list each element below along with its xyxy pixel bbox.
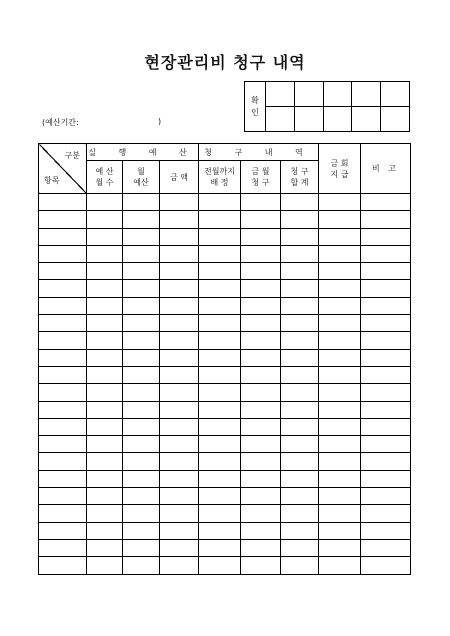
table-cell[interactable] [199, 470, 241, 487]
table-cell[interactable] [241, 505, 281, 522]
table-cell[interactable] [87, 280, 123, 297]
table-cell[interactable] [319, 315, 361, 332]
table-cell[interactable] [123, 505, 160, 522]
table-cell[interactable] [39, 505, 87, 522]
table-cell[interactable] [123, 315, 160, 332]
table-cell[interactable] [87, 539, 123, 556]
table-cell[interactable] [123, 366, 160, 383]
table-cell[interactable] [319, 505, 361, 522]
confirm-cell[interactable] [381, 107, 410, 132]
table-cell[interactable] [241, 332, 281, 349]
table-cell[interactable] [123, 332, 160, 349]
table-cell[interactable] [281, 453, 319, 470]
confirm-cell[interactable] [323, 107, 352, 132]
table-cell[interactable] [281, 366, 319, 383]
table-cell[interactable] [39, 194, 87, 211]
table-cell[interactable] [361, 505, 411, 522]
table-cell[interactable] [241, 228, 281, 245]
table-cell[interactable] [87, 245, 123, 262]
table-cell[interactable] [123, 194, 160, 211]
header-budget-months [87, 161, 123, 194]
table-cell[interactable] [199, 488, 241, 505]
table-row [39, 557, 411, 574]
table-cell[interactable] [361, 557, 411, 574]
table-cell[interactable] [123, 384, 160, 401]
table-row [39, 315, 411, 332]
header-this-month [241, 161, 281, 194]
table-cell[interactable] [160, 384, 199, 401]
table-cell[interactable] [123, 401, 160, 418]
header-monthly-budget [123, 161, 160, 194]
table-cell[interactable] [361, 263, 411, 280]
header-claim-details: 청 구 내 역 [199, 144, 319, 161]
table-cell[interactable] [160, 315, 199, 332]
table-cell[interactable] [160, 194, 199, 211]
table-cell[interactable] [123, 436, 160, 453]
confirm-cell[interactable] [294, 107, 323, 132]
table-cell[interactable] [281, 418, 319, 435]
table-cell[interactable] [87, 488, 123, 505]
table-cell[interactable] [361, 539, 411, 556]
header-claim-total-l1: 청 구 [290, 167, 309, 176]
table-cell[interactable] [39, 332, 87, 349]
table-cell[interactable] [160, 453, 199, 470]
table-cell[interactable] [123, 349, 160, 366]
table-cell[interactable] [87, 194, 123, 211]
header-this-month-l1: 금 월 [251, 167, 270, 176]
table-cell[interactable] [160, 539, 199, 556]
header-diagonal-cell [39, 144, 87, 194]
table-cell[interactable] [361, 418, 411, 435]
table-row [39, 505, 411, 522]
table-cell[interactable] [87, 418, 123, 435]
table-row [39, 366, 411, 383]
table-cell[interactable] [319, 488, 361, 505]
table-cell[interactable] [160, 505, 199, 522]
table-cell[interactable] [361, 453, 411, 470]
table-cell[interactable] [87, 557, 123, 574]
table-cell[interactable] [281, 401, 319, 418]
table-cell[interactable] [39, 280, 87, 297]
table-cell[interactable] [199, 384, 241, 401]
table-cell[interactable] [160, 401, 199, 418]
table-cell[interactable] [199, 263, 241, 280]
table-cell[interactable] [39, 539, 87, 556]
table-cell[interactable] [241, 280, 281, 297]
table-cell[interactable] [281, 280, 319, 297]
table-cell[interactable] [123, 263, 160, 280]
table-cell[interactable] [199, 505, 241, 522]
table-cell[interactable] [87, 401, 123, 418]
table-cell[interactable] [199, 453, 241, 470]
table-cell[interactable] [160, 297, 199, 314]
table-cell[interactable] [123, 470, 160, 487]
table-cell[interactable] [123, 418, 160, 435]
table-cell[interactable] [281, 505, 319, 522]
table-cell[interactable] [281, 349, 319, 366]
table-cell[interactable] [281, 211, 319, 228]
budget-period-close: ) [158, 117, 162, 126]
table-cell[interactable] [39, 297, 87, 314]
table-cell[interactable] [281, 470, 319, 487]
table-cell[interactable] [319, 280, 361, 297]
table-cell[interactable] [241, 418, 281, 435]
table-row [39, 418, 411, 435]
table-cell[interactable] [241, 263, 281, 280]
table-cell[interactable] [123, 488, 160, 505]
table-cell[interactable] [87, 297, 123, 314]
table-row [39, 297, 411, 314]
header-category: 구분 [64, 151, 80, 160]
table-cell[interactable] [199, 436, 241, 453]
confirm-cell[interactable] [352, 82, 381, 107]
confirm-cell[interactable] [294, 82, 323, 107]
table-cell[interactable] [281, 194, 319, 211]
table-cell[interactable] [281, 297, 319, 314]
table-cell[interactable] [199, 522, 241, 539]
table-cell[interactable] [319, 522, 361, 539]
table-cell[interactable] [319, 332, 361, 349]
table-cell[interactable] [39, 245, 87, 262]
table-row [39, 522, 411, 539]
table-cell[interactable] [361, 297, 411, 314]
table-cell[interactable] [199, 401, 241, 418]
table-cell[interactable] [361, 280, 411, 297]
table-row [39, 384, 411, 401]
header-payment [319, 144, 361, 194]
table-cell[interactable] [319, 211, 361, 228]
table-cell[interactable] [123, 211, 160, 228]
table-cell[interactable] [39, 366, 87, 383]
confirm-label-bottom: 인 [251, 107, 259, 117]
table-cell[interactable] [39, 470, 87, 487]
table-cell[interactable] [87, 453, 123, 470]
budget-period [42, 117, 162, 128]
table-cell[interactable] [87, 505, 123, 522]
table-cell[interactable] [319, 297, 361, 314]
table-cell[interactable] [160, 228, 199, 245]
table-cell[interactable] [87, 211, 123, 228]
table-cell[interactable] [281, 557, 319, 574]
table-cell[interactable] [87, 384, 123, 401]
header-payment-l2: 지 급 [330, 169, 349, 179]
confirm-cell[interactable] [323, 82, 352, 107]
table-cell[interactable] [319, 194, 361, 211]
table-cell[interactable] [319, 453, 361, 470]
table-cell[interactable] [123, 228, 160, 245]
table-cell[interactable] [39, 557, 87, 574]
table-cell[interactable] [241, 453, 281, 470]
table-cell[interactable] [241, 401, 281, 418]
table-cell[interactable] [160, 522, 199, 539]
table-cell[interactable] [281, 436, 319, 453]
table-row [39, 349, 411, 366]
table-cell[interactable] [39, 349, 87, 366]
table-cell[interactable] [281, 228, 319, 245]
table-row [39, 245, 411, 262]
table-cell[interactable] [319, 436, 361, 453]
table-cell[interactable] [87, 332, 123, 349]
table-cell[interactable] [160, 211, 199, 228]
table-cell[interactable] [241, 245, 281, 262]
table-row [39, 280, 411, 297]
table-cell[interactable] [319, 470, 361, 487]
table-cell[interactable] [87, 263, 123, 280]
table-row [39, 470, 411, 487]
header-monthly-budget-l2: 예산 [133, 178, 149, 187]
table-cell[interactable] [281, 539, 319, 556]
table-cell[interactable] [39, 453, 87, 470]
table-cell[interactable] [160, 418, 199, 435]
table-cell[interactable] [160, 436, 199, 453]
header-item: 항목 [44, 176, 60, 185]
table-cell[interactable] [281, 522, 319, 539]
table-cell[interactable] [361, 315, 411, 332]
table-cell[interactable] [160, 366, 199, 383]
table-cell[interactable] [241, 488, 281, 505]
table-row [39, 332, 411, 349]
document-title: 현장관리비 청구 내역 [144, 53, 306, 72]
table-cell[interactable] [241, 470, 281, 487]
header-monthly-budget-l1: 월 [137, 167, 145, 176]
header-remarks: 비 고 [361, 144, 411, 194]
table-cell[interactable] [361, 522, 411, 539]
table-cell[interactable] [361, 194, 411, 211]
table-cell[interactable] [199, 366, 241, 383]
table-cell[interactable] [160, 280, 199, 297]
table-cell[interactable] [281, 488, 319, 505]
table-cell[interactable] [319, 418, 361, 435]
claim-table [38, 143, 411, 575]
table-cell[interactable] [199, 194, 241, 211]
table-cell[interactable] [39, 418, 87, 435]
table-row [39, 401, 411, 418]
table-cell[interactable] [241, 557, 281, 574]
table-row [39, 228, 411, 245]
table-cell[interactable] [281, 315, 319, 332]
table-cell[interactable] [87, 228, 123, 245]
table-cell[interactable] [39, 401, 87, 418]
table-cell[interactable] [281, 332, 319, 349]
confirm-cell[interactable] [266, 82, 295, 107]
table-cell[interactable] [123, 245, 160, 262]
table-cell[interactable] [160, 332, 199, 349]
table-row [39, 263, 411, 280]
table-row [39, 211, 411, 228]
confirmation-box [244, 81, 410, 132]
table-cell[interactable] [319, 263, 361, 280]
table-cell[interactable] [199, 297, 241, 314]
table-cell[interactable] [361, 228, 411, 245]
header-budget-months-l2: 월 수 [95, 178, 114, 187]
table-cell[interactable] [39, 211, 87, 228]
table-cell[interactable] [281, 384, 319, 401]
table-cell[interactable] [123, 280, 160, 297]
table-cell[interactable] [319, 401, 361, 418]
header-prev-month-l2: 배 정 [210, 178, 229, 187]
table-cell[interactable] [361, 349, 411, 366]
table-row [39, 436, 411, 453]
header-payment-l1: 금 회 [330, 158, 349, 168]
table-cell[interactable] [199, 418, 241, 435]
table-cell[interactable] [199, 211, 241, 228]
table-cell[interactable] [199, 557, 241, 574]
table-cell[interactable] [361, 470, 411, 487]
table-cell[interactable] [361, 488, 411, 505]
budget-period-label: (예산기간: [42, 118, 79, 127]
table-cell[interactable] [39, 488, 87, 505]
table-cell[interactable] [241, 522, 281, 539]
table-cell[interactable] [319, 245, 361, 262]
table-cell[interactable] [199, 228, 241, 245]
table-cell[interactable] [241, 315, 281, 332]
table-row [39, 539, 411, 556]
table-cell[interactable] [123, 453, 160, 470]
header-claim-total-l2: 합 계 [290, 178, 309, 187]
confirm-cell[interactable] [381, 82, 410, 107]
table-cell[interactable] [241, 366, 281, 383]
header-this-month-l2: 청 구 [251, 178, 270, 187]
confirm-label-top: 확 [251, 95, 259, 105]
header-execution-budget: 실 행 예 산 [87, 144, 199, 161]
table-cell[interactable] [160, 245, 199, 262]
table-cell[interactable] [199, 280, 241, 297]
table-cell[interactable] [319, 228, 361, 245]
header-prev-month [199, 161, 241, 194]
table-cell[interactable] [241, 297, 281, 314]
table-cell[interactable] [123, 522, 160, 539]
table-cell[interactable] [241, 384, 281, 401]
table-cell[interactable] [241, 349, 281, 366]
table-cell[interactable] [39, 436, 87, 453]
table-row [39, 453, 411, 470]
header-amount: 금 액 [160, 161, 199, 194]
table-cell[interactable] [241, 194, 281, 211]
table-cell[interactable] [87, 366, 123, 383]
table-cell[interactable] [319, 557, 361, 574]
table-cell[interactable] [361, 332, 411, 349]
table-cell[interactable] [39, 315, 87, 332]
table-cell[interactable] [87, 522, 123, 539]
table-cell[interactable] [39, 228, 87, 245]
table-cell[interactable] [199, 315, 241, 332]
table-cell[interactable] [123, 557, 160, 574]
table-cell[interactable] [281, 263, 319, 280]
table-cell[interactable] [241, 539, 281, 556]
table-cell[interactable] [160, 488, 199, 505]
table-cell[interactable] [199, 349, 241, 366]
table-row [39, 194, 411, 211]
table-cell[interactable] [160, 557, 199, 574]
table-cell[interactable] [361, 366, 411, 383]
table-cell[interactable] [87, 436, 123, 453]
confirm-cell[interactable] [266, 107, 295, 132]
table-cell[interactable] [199, 539, 241, 556]
table-cell[interactable] [87, 349, 123, 366]
header-claim-total [281, 161, 319, 194]
table-cell[interactable] [199, 245, 241, 262]
table-row [39, 488, 411, 505]
table-cell[interactable] [361, 245, 411, 262]
header-prev-month-l1: 전월까지 [204, 167, 235, 176]
table-cell[interactable] [160, 263, 199, 280]
header-budget-months-l1: 예 산 [95, 167, 114, 176]
table-cell[interactable] [39, 263, 87, 280]
table-cell[interactable] [281, 245, 319, 262]
table-cell[interactable] [123, 539, 160, 556]
table-cell[interactable] [319, 384, 361, 401]
confirm-label [245, 82, 266, 132]
table-cell[interactable] [87, 315, 123, 332]
table-cell[interactable] [319, 539, 361, 556]
table-cell[interactable] [361, 211, 411, 228]
table-cell[interactable] [361, 384, 411, 401]
table-cell[interactable] [87, 470, 123, 487]
table-cell[interactable] [241, 211, 281, 228]
table-cell[interactable] [39, 384, 87, 401]
table-cell[interactable] [160, 470, 199, 487]
table-cell[interactable] [361, 401, 411, 418]
table-cell[interactable] [123, 297, 160, 314]
table-cell[interactable] [319, 349, 361, 366]
confirm-cell[interactable] [352, 107, 381, 132]
table-cell[interactable] [241, 436, 281, 453]
table-cell[interactable] [160, 349, 199, 366]
table-cell[interactable] [361, 436, 411, 453]
table-cell[interactable] [319, 366, 361, 383]
table-cell[interactable] [39, 522, 87, 539]
table-cell[interactable] [199, 332, 241, 349]
